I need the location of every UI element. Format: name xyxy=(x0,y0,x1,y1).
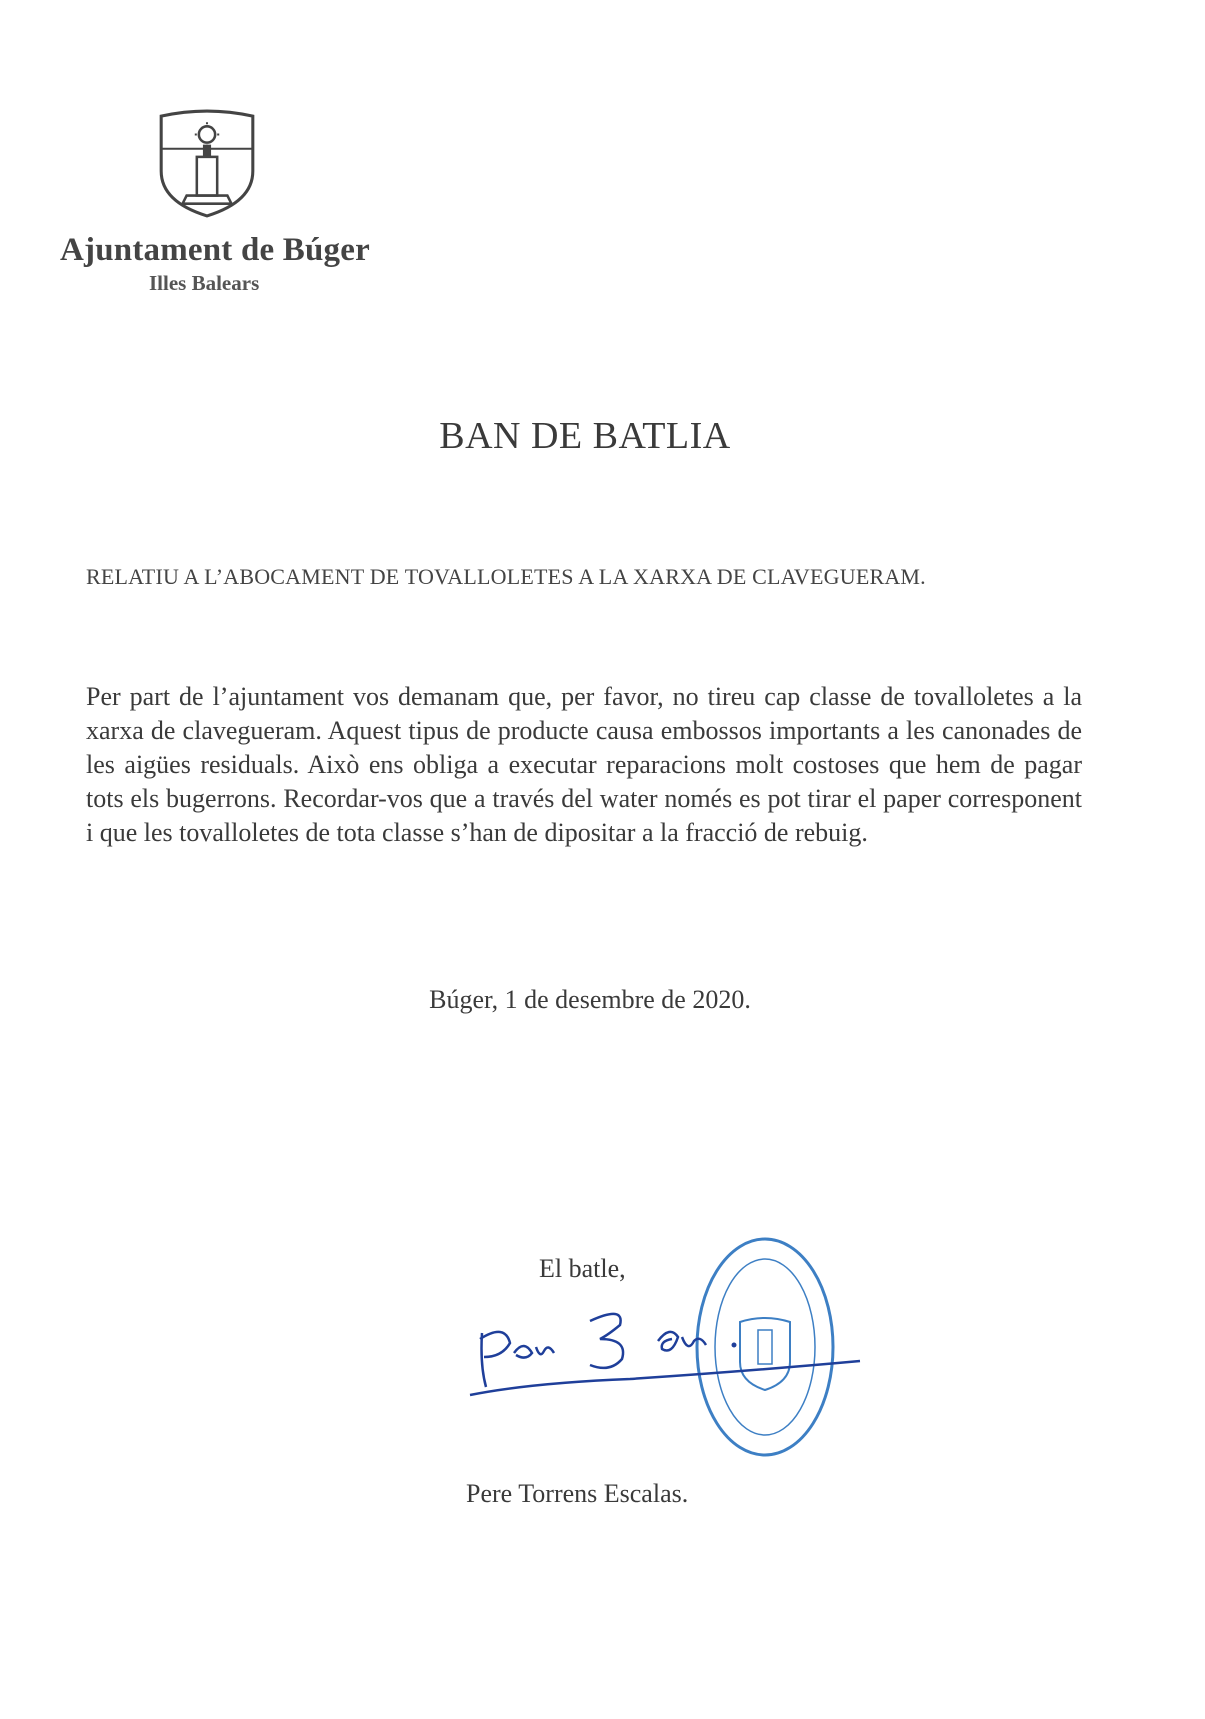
org-name: Ajuntament de Búger xyxy=(60,232,370,268)
document-body: Per part de l’ajuntament vos demanam que, per favor, no tireu cap classe de tovalloletes a la xarxa de clavegueram. Aquest tipus de producte causa embossos importants a les canonades de les aigües residuals. Això ens obliga a executar reparacions molt costoses que hem de pagar tots els bugerrons. Recordar-vos que a través del water només es pot tirar el paper corresponent i que les tovalloletes de tota classe s’han de dipositar a la fracció de rebuig. xyxy=(86,682,1082,847)
signer-role: El batle, xyxy=(539,1254,626,1283)
signer-name: Pere Torrens Escalas. xyxy=(466,1479,689,1508)
letterhead xyxy=(60,108,380,296)
municipal-crest-icon xyxy=(156,108,258,220)
org-subtitle: Illes Balears xyxy=(149,271,260,295)
document-title: BAN DE BATLIA xyxy=(439,415,731,457)
document-date: Búger, 1 de desembre de 2020. xyxy=(429,985,751,1014)
handwritten-signature xyxy=(450,1295,870,1415)
document-subject: RELATIU A L’ABOCAMENT DE TOVALLOLETES A LA XARXA DE CLAVEGUERAM. xyxy=(86,564,926,589)
